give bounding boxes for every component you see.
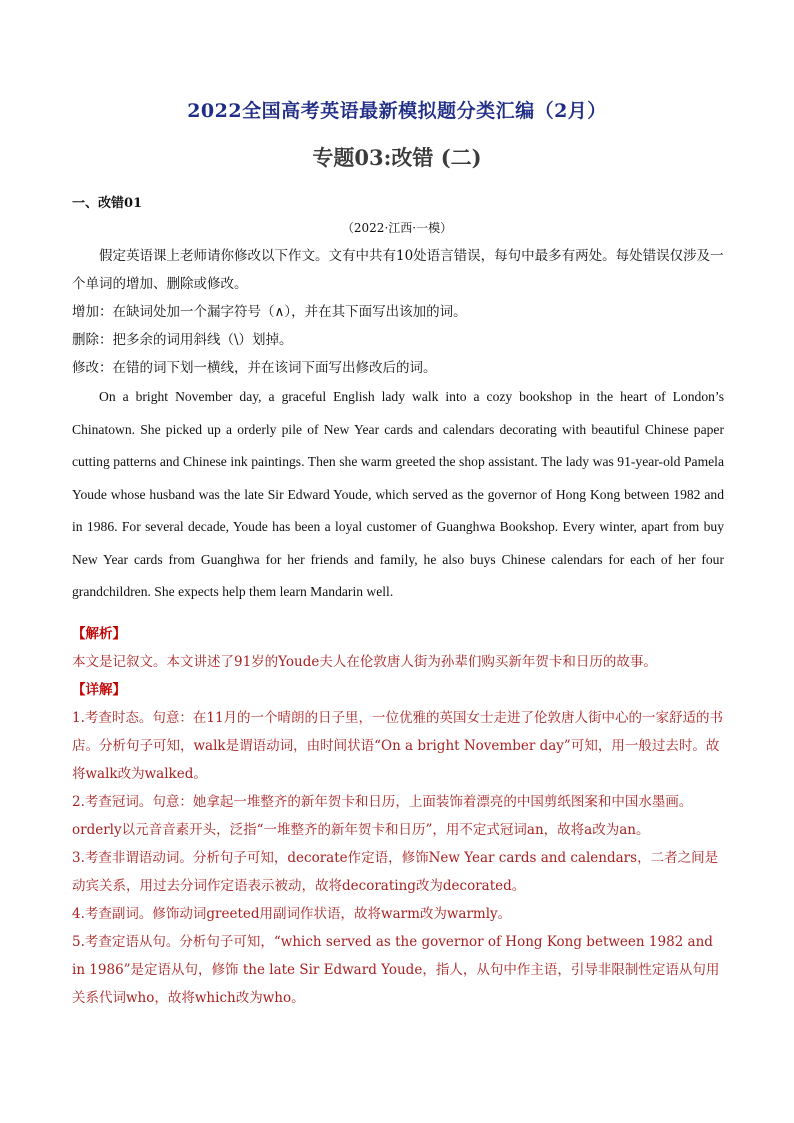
- passage: [72, 381, 724, 609]
- instruction-intro: 假定英语课上老师请你修改以下作文。文有中共有10处语言错误，每句中最多有两处。每处错误仅涉及一个单词的增加、删除或修改。: [72, 248, 724, 292]
- analysis-label: 【解析】: [72, 626, 126, 642]
- document-title: 2022全国高考英语最新模拟题分类汇编（2月）: [187, 100, 607, 122]
- section-heading: 一、改错01: [72, 196, 143, 211]
- answer-analysis: [72, 620, 724, 1012]
- instruction-delete: 删除：把多余的词用斜线（\）划掉。: [72, 332, 293, 348]
- analysis-text: 本文是记叙文。本文讲述了91岁的Youde夫人在伦敦唐人街为孙辈们购买新年贺卡和日历的故事。: [72, 654, 657, 670]
- passage-text: On a bright November day, a graceful English lady walk into a cozy bookshop in the heart of London’s Chinatown. She picked up a orderly pile of New Year cards and calendars decorating with beautiful Chinese paper cutting patterns and Chinese ink paintings. Then she warm greeted the shop assistant. The lady was 91-year-old Pamela Youde whose husband was the late Sir Edward Youde, which served as the governor of Hong Kong between 1982 and in 1986. For several decade, Youde has been a loyal customer of Guanghwa Bookshop. Every winter, apart from buy New Year cards from Guanghwa for her friends and family, he also buys Chinese calendars for each of her four grandchildren. She expects help them learn Mandarin well.: [72, 389, 724, 599]
- instruction-add: 增加：在缺词处加一个漏字符号（∧），并在其下面写出该加的词。: [72, 304, 467, 320]
- question-source: （2022·江西·一模）: [341, 221, 453, 235]
- detail-item-1: 1.考查时态。句意：在11月的一个晴朗的日子里，一位优雅的英国女士走进了伦敦唐人街中心的一家舒适的书店。分析句子可知，walk是谓语动词，由时间状语“On a bright November day”可知，用一般过去时。故将walk改为walked。: [72, 710, 724, 782]
- detail-item-2: 2.考查冠词。句意：她拿起一堆整齐的新年贺卡和日历，上面装饰着漂亮的中国剪纸图案和中国水墨画。orderly以元音音素开头，泛指“一堆整齐的新年贺卡和日历”，用不定式冠词an，故将a改为an。: [72, 794, 693, 838]
- detail-item-3: 3.考查非谓语动词。分析句子可知，decorate作定语，修饰New Year cards and calendars，二者之间是动宾关系，用过去分词作定语表示被动，故将decorating改为decorated。: [72, 850, 719, 894]
- detail-item-4: 4.考查副词。修饰动词greeted用副词作状语，故将warm改为warmly。: [72, 906, 512, 922]
- instruction-modify: 修改：在错的词下划一横线，并在该词下面写出修改后的词。: [72, 360, 437, 376]
- document-subtitle: 专题03:改错 (二): [312, 145, 482, 170]
- detail-item-5: 5.考查定语从句。分析句子可知，“which served as the governor of Hong Kong between 1982 and in 1986”是定语从句，修饰 the late Sir Edward Youde，指人，从句中作主语，引导非限制性定语从句用关系代词who，故将which改为who。: [72, 934, 720, 1006]
- details-label: 【详解】: [72, 682, 126, 698]
- instructions: [72, 242, 724, 382]
